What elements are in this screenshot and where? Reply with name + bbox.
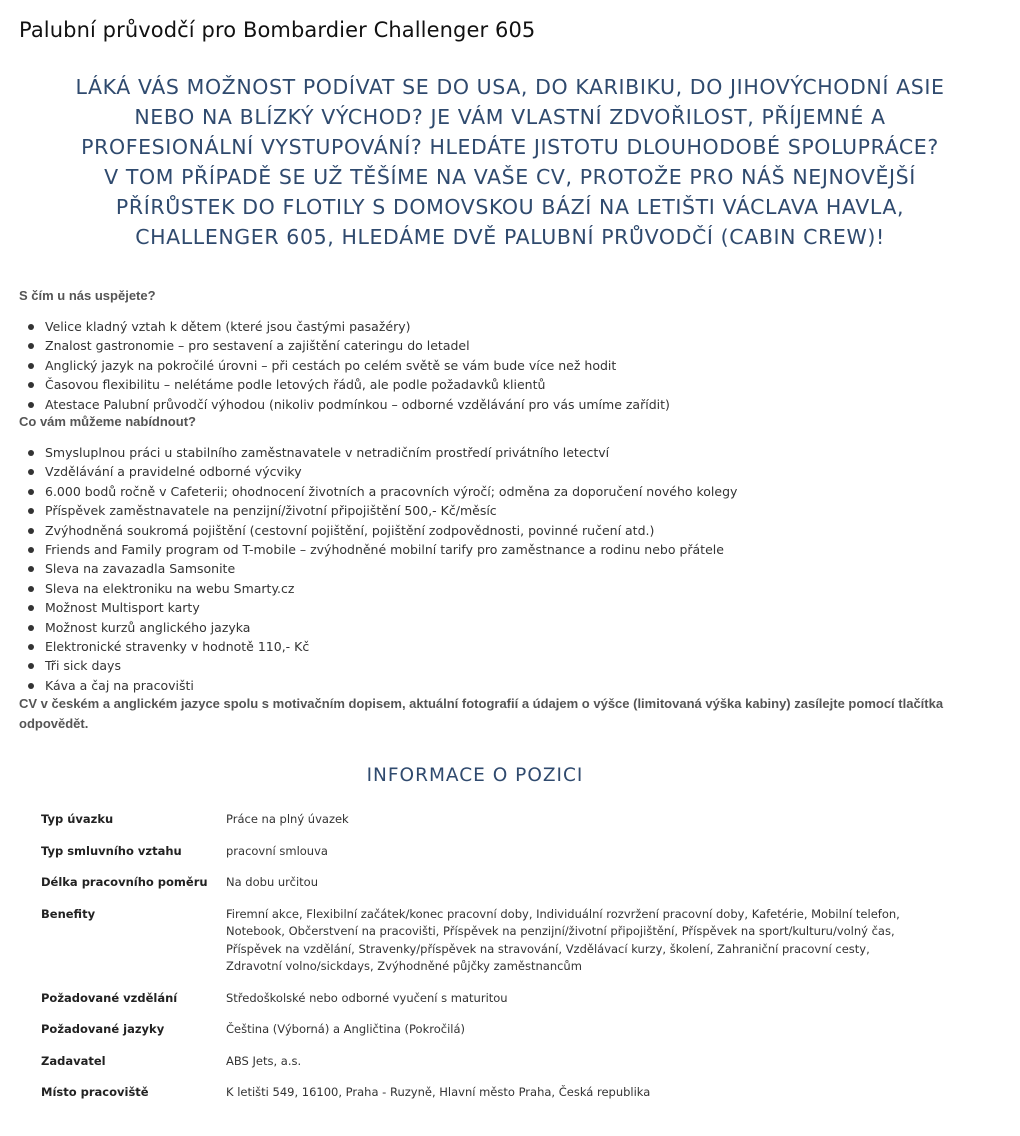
info-row: [41, 839, 941, 871]
offer-list: [26, 443, 737, 695]
info-label: Požadované jazyky: [41, 1022, 165, 1036]
info-row: [41, 1017, 941, 1049]
intro-text: [12, 72, 1008, 252]
list-item: Friends and Family program od T-mobile – zvýhodněné mobilní tarify pro zaměstnance a rodinu nebo přátele: [26, 540, 737, 559]
list-item: Sleva na elektroniku na webu Smarty.cz: [26, 579, 737, 598]
intro-line: NEBO NA BLÍZKÝ VÝCHOD? JE VÁM VLASTNÍ ZDVOŘILOST, PŘÍJEMNÉ A: [134, 105, 886, 129]
list-item: Tři sick days: [26, 656, 737, 675]
info-row: [41, 870, 941, 902]
info-value: K letišti 549, 16100, Praha - Ruzyně, Hlavní město Praha, Česká republika: [226, 1085, 651, 1099]
list-item: Zvýhodněná soukromá pojištění (cestovní pojištění, pojištění zodpovědnosti, povinné ručení atd.): [26, 521, 737, 540]
info-label: Požadované vzdělání: [41, 990, 178, 1005]
list-item: Možnost kurzů anglického jazyka: [26, 618, 737, 637]
info-label: Benefity: [41, 906, 96, 921]
info-label: Typ smluvního vztahu: [41, 843, 182, 858]
list-item: Příspěvek zaměstnavatele na penzijní/životní připojištění 500,- Kč/měsíc: [26, 501, 737, 520]
requirements-list: [26, 317, 670, 414]
info-label: Délka pracovního poměru: [41, 875, 208, 889]
list-item: Atestace Palubní průvodčí výhodou (nikoliv podmínkou – odborné vzdělávání pro vás umíme zařídit): [26, 395, 670, 414]
info-row: [41, 807, 941, 839]
info-value: Na dobu určitou: [226, 875, 318, 889]
info-label: Zadavatel: [41, 1053, 106, 1068]
info-row: [41, 986, 941, 1018]
position-info-table: [41, 807, 941, 1112]
info-value: ABS Jets, a.s.: [226, 1053, 302, 1068]
list-item: Sleva na zavazadla Samsonite: [26, 559, 737, 578]
info-value: Firemní akce, Flexibilní začátek/konec pracovní doby, Individuální rozvržení pracovní doby, Kafetérie, Mobilní telefon, Notebook, Občerstvení na pracovišti, Příspěvek na penzijní/životní připojištění, Příspěvek na sport/kulturu/volný čas, Příspěvek na vzdělání, Stravenky/příspěvek na stravování, Vzdělávací kurzy, školení, Zahraniční pracovní cesty, Zdravotní volno/sickdays, Zvýhodněné půjčky zaměstnancům: [226, 906, 900, 973]
intro-line: PŘÍRŮSTEK DO FLOTILY S DOMOVSKOU BÁZÍ NA LETIŠTI VÁCLAVA HAVLA,: [115, 195, 905, 219]
info-value: pracovní smlouva: [226, 843, 328, 858]
info-label: Místo pracoviště: [41, 1085, 149, 1099]
info-value: Středoškolské nebo odborné vyučení s maturitou: [226, 990, 508, 1005]
list-item: Smysluplnou práci u stabilního zaměstnavatele v netradičním prostředí privátního letectví: [26, 443, 737, 462]
requirements-heading: S čím u nás uspějete?: [19, 288, 156, 303]
list-item: Anglický jazyk na pokročilé úrovni – při cestách po celém světě se vám bude více než hodit: [26, 356, 670, 375]
info-section-heading: INFORMACE O POZICI: [366, 765, 584, 786]
list-item: Káva a čaj na pracovišti: [26, 676, 737, 695]
info-row: [41, 902, 941, 986]
page-title: Palubní průvodčí pro Bombardier Challenger 605: [19, 18, 536, 42]
info-row: [41, 1080, 941, 1112]
info-row: [41, 1049, 941, 1081]
list-item: Velice kladný vztah k dětem (které jsou častými pasažéry): [26, 317, 670, 336]
info-value: Práce na plný úvazek: [226, 812, 349, 826]
list-item: Možnost Multisport karty: [26, 598, 737, 617]
intro-line: V TOM PŘÍPADĚ SE UŽ TĚŠÍME NA VAŠE CV, PROTOŽE PRO NÁŠ NEJNOVĚJŠÍ: [104, 165, 916, 189]
list-item: Časovou flexibilitu – nelétáme podle letových řádů, ale podle požadavků klientů: [26, 375, 670, 394]
list-item: Znalost gastronomie – pro sestavení a zajištění cateringu do letadel: [26, 336, 670, 355]
list-item: Vzdělávání a pravidelné odborné výcviky: [26, 462, 737, 481]
list-item: 6.000 bodů ročně v Cafeterii; ohodnocení životních a pracovních výročí; odměna za doporučení nového kolegy: [26, 482, 737, 501]
application-note: CV v českém a anglickém jazyce spolu s motivačním dopisem, aktuální fotografií a údajem o výšce (limitovaná výška kabiny) zasílejte pomocí tlačítka odpovědět.: [19, 696, 944, 731]
info-label: Typ úvazku: [41, 812, 114, 826]
list-item: Elektronické stravenky v hodnotě 110,- Kč: [26, 637, 737, 656]
info-value: Čeština (Výborná) a Angličtina (Pokročilá): [226, 1022, 466, 1036]
intro-line: CHALLENGER 605, HLEDÁME DVĚ PALUBNÍ PRŮVODČÍ (CABIN CREW)!: [135, 225, 885, 249]
intro-line: LÁKÁ VÁS MOŽNOST PODÍVAT SE DO USA, DO KARIBIKU, DO JIHOVÝCHODNÍ ASIE: [75, 75, 945, 99]
intro-line: PROFESIONÁLNÍ VYSTUPOVÁNÍ? HLEDÁTE JISTOTU DLOUHODOBÉ SPOLUPRÁCE?: [81, 135, 939, 159]
offer-heading: Co vám můžeme nabídnout?: [19, 414, 196, 429]
